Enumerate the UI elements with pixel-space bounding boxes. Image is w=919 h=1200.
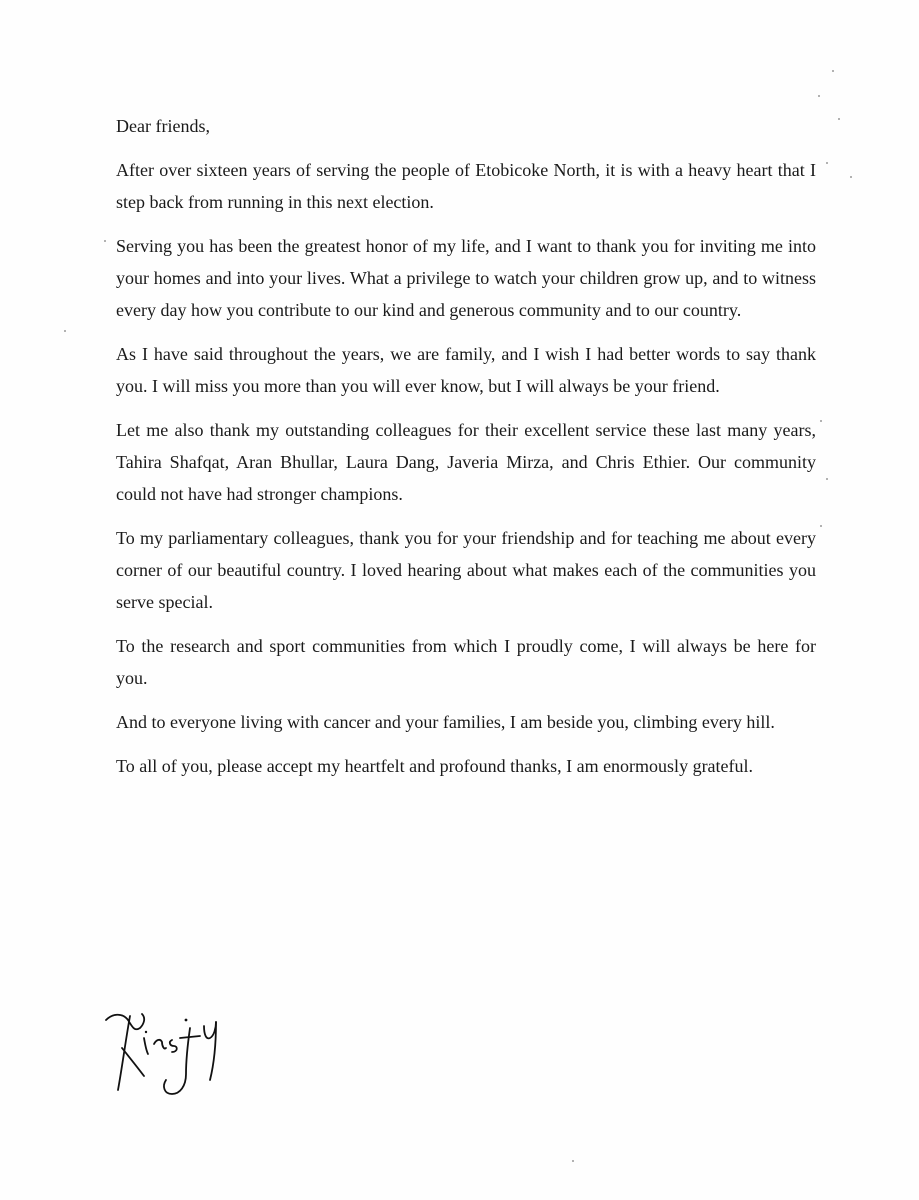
scan-speck (64, 330, 66, 332)
letter-body (116, 110, 816, 794)
paragraph-8: To all of you, please accept my heartfelt and profound thanks, I am enormously grateful. (116, 756, 754, 776)
scan-speck (818, 95, 820, 97)
paragraph-6: To the research and sport communities from which I proudly come, I will always be here for you. (116, 636, 816, 688)
paragraph-7: And to everyone living with cancer and your families, I am beside you, climbing every hill. (116, 712, 775, 732)
scan-speck (572, 1160, 574, 1162)
scan-speck (826, 162, 828, 164)
paragraph-1: After over sixteen years of serving the people of Etobicoke North, it is with a heavy heart that I step back from running in this next election. (116, 160, 816, 212)
salutation: Dear friends, (116, 116, 210, 136)
scan-speck (838, 118, 840, 120)
scan-speck (832, 70, 834, 72)
paragraph-3: As I have said throughout the years, we are family, and I wish I had better words to say thank you. I will miss you more than you will ever know, but I will always be your friend. (116, 344, 816, 396)
scan-speck (850, 176, 852, 178)
paragraph-4: Let me also thank my outstanding colleagues for their excellent service these last many years, Tahira Shafqat, Aran Bhullar, Laura Dang, Javeria Mirza, and Chris Ethier. Our community could not have had stronger champions. (116, 420, 816, 504)
scan-speck (104, 240, 106, 242)
paragraph-5: To my parliamentary colleagues, thank you for your friendship and for teaching me about every corner of our beautiful country. I loved hearing about what makes each of the communities you serve special. (116, 528, 816, 612)
scan-speck (826, 478, 828, 480)
paragraph-2: Serving you has been the greatest honor of my life, and I want to thank you for inviting me into your homes and into your lives. What a privilege to watch your children grow up, and to witness every day how you contribute to our kind and generous community and to our country. (116, 236, 816, 320)
handwritten-signature (100, 998, 240, 1108)
scan-speck (820, 525, 822, 527)
scan-speck (820, 420, 822, 422)
